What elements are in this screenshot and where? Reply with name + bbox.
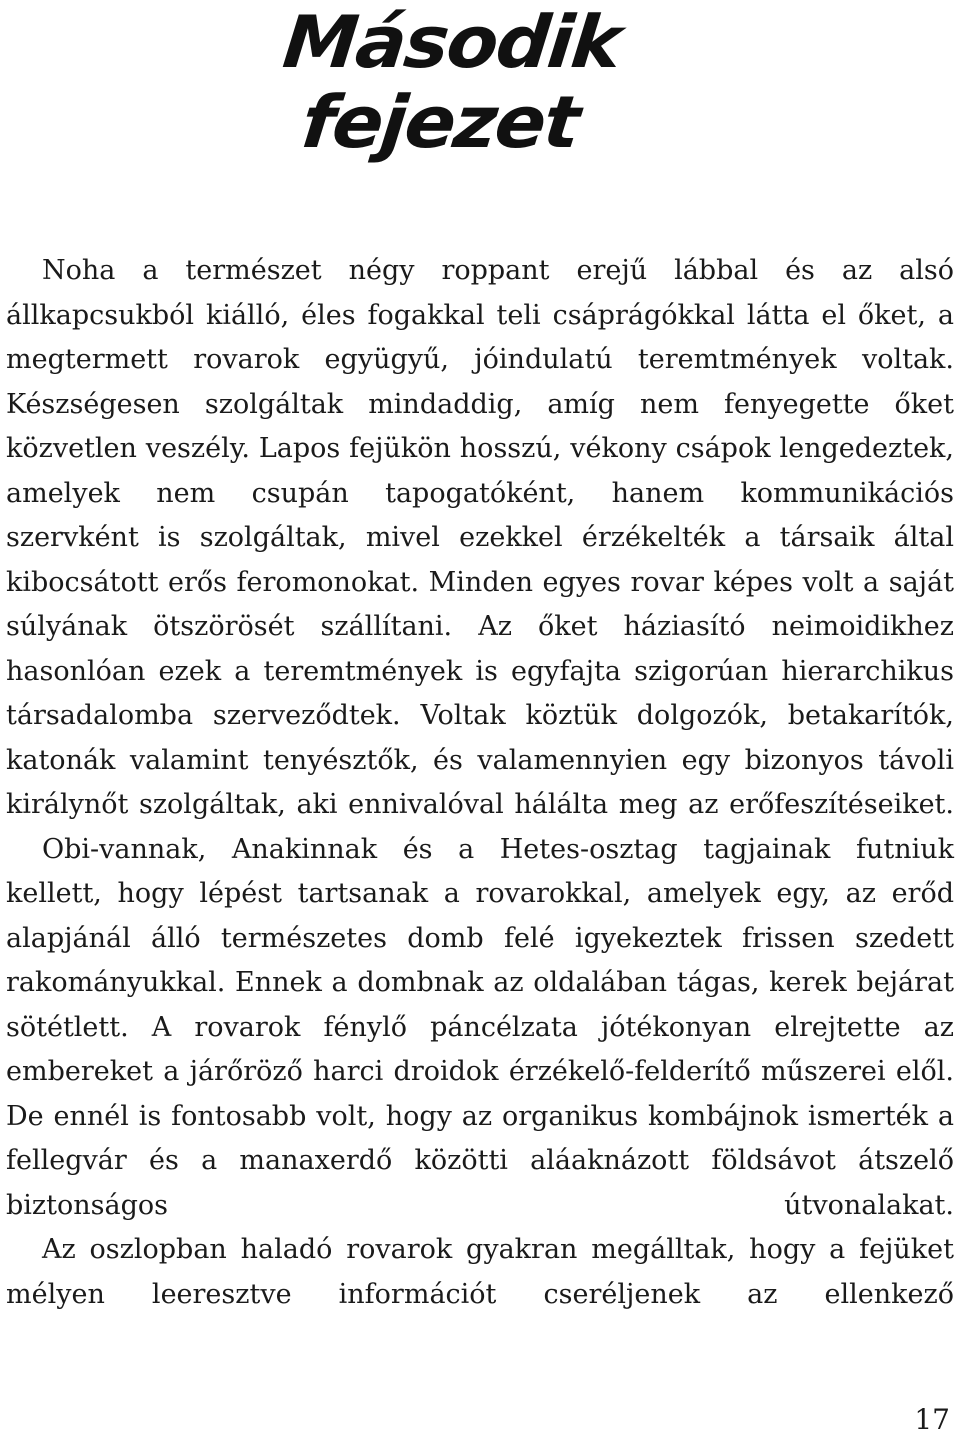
chapter-title-line-2: fejezet [298,80,583,164]
paragraph-1: Noha a természet négy roppant erejű lábbal és az alsó állkapcsukból kiálló, éles fogakkal teli csáprágókkal látta el őket, a megtermett rovarok együgyű, jóindulatú teremtmények voltak. Készségesen szolgáltak mindaddig, amíg nem fenyegette őket közvetlen veszély. Lapos fejükön hosszú, vékony csápok lengedeztek, amelyek nem csupán tapogatóként, hanem kommunikációs szervként is szolgáltak, mivel ezekkel érzékelték a társaik által kibocsátott erős feromonokat. Minden egyes rovar képes volt a saját súlyának ötszörösét szállítani. Az őket háziasító neimoidikhez hasonlóan ezek a teremtmények is egyfajta szigorúan hierarchikus társadalomba szerveződtek. Voltak köztük dolgozók, betakarítók, katonák valamint tenyésztők, és valamennyien egy bizonyos távoli királynőt szolgáltak, aki ennivalóval hálálta meg az erőfeszítéseiket. [6,255,954,820]
chapter-body [6,249,954,1317]
page-number: 17 [914,1403,950,1436]
chapter-title [271,2,623,162]
paragraph-2: Obi-vannak, Anakinnak és a Hetes-osztag tagjainak futniuk kellett, hogy lépést tartsanak a rovarokkal, amelyek egy, az erőd alapjánál álló természetes domb felé igyekeztek frissen szedett rakományukkal. Ennek a dombnak az oldalában tágas, kerek bejárat sötétlett. A rovarok fénylő páncélzata jótékonyan elrejtette az embereket a járőröző harci droidok érzékelő-felderítő műszerei elől. De ennél is fontosabb volt, hogy az organikus kombájnok ismerték a fellegvár és a manaxerdő közötti aláaknázott földsávot átszelő biztonságos útvonalakat. [6,833,954,1221]
paragraph-3: Az oszlopban haladó rovarok gyakran megálltak, hogy a fejüket mélyen leeresztve információt cseréljenek az ellenkező [6,1234,954,1310]
chapter-title-line-1: Második [279,0,624,84]
